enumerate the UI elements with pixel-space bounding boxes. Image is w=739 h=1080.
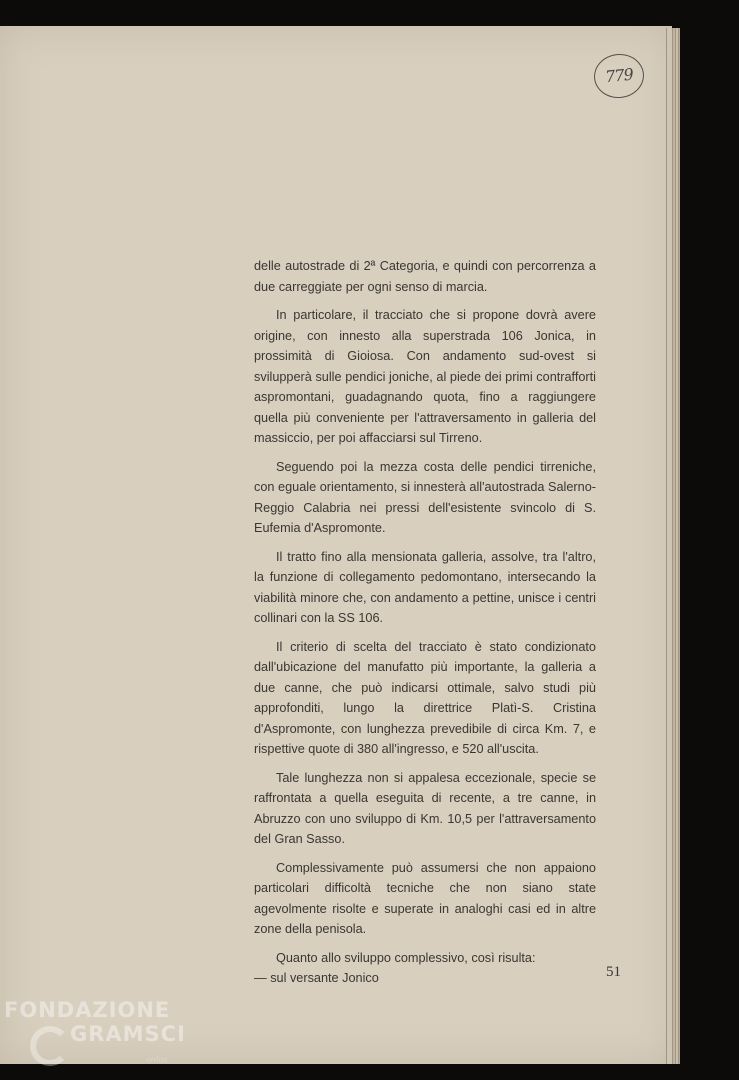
paragraph: Complessivamente può assumersi che non appaiono particolari difficoltà tecniche che non siano state agevolmente risolte e superate in analoghi casi ed in altre zone della penisola.: [254, 860, 596, 936]
paragraph: Il tratto fino alla mensionata galleria, assolve, tra l'altro, la funzione di collegamento pedomontano, intersecando la viabilità minore che, con andamento a pettine, unisce i centri collinari con la SS 106.: [254, 549, 596, 625]
watermark-line: GRAMSCI: [70, 1022, 186, 1046]
page-number: 51: [606, 964, 621, 980]
book-spine: [680, 20, 720, 1065]
paragraph: — sul versante Jonico: [254, 971, 379, 985]
paragraph: Tale lunghezza non si appalesa eccezionale, specie se raffrontata a quella eseguita di recente, a tre canne, in Abruzzo con uno sviluppo di Km. 10,5 per l'attraversamento del Gran Sasso.: [254, 770, 596, 846]
handwritten-page-number: 779: [592, 52, 646, 101]
body-text: [254, 256, 596, 997]
paragraph: In particolare, il tracciato che si propone dovrà avere origine, con innesto alla superstrada 106 Jonica, in prossimità di Gioiosa. Con andamento sud-ovest si svilupperà sulle pendici joniche, al piede dei primi contrafforti aspromontani, guadagnando quota, fino a raggiungere quella più conveniente per l'attraversamento in galleria del massiccio, per poi affacciarsi sul Tirreno.: [254, 308, 596, 445]
watermark-line: onlus: [146, 1055, 168, 1064]
watermark: [4, 998, 186, 1064]
paragraph: delle autostrade di 2ª Categoria, e quindi con percorrenza a due carreggiate per ogni senso di marcia.: [254, 259, 596, 294]
paragraph: Seguendo poi la mezza costa delle pendici tirreniche, con eguale orientamento, si innesterà all'autostrada Salerno-Reggio Calabria nei pressi dell'esistente svincolo di S. Eufemia d'Aspromonte.: [254, 459, 596, 535]
watermark-line: FONDAZIONE: [4, 998, 171, 1022]
paragraph: Il criterio di scelta del tracciato è stato condizionato dall'ubicazione del manufatto più importante, la galleria a due canne, che può indicarsi ottimale, salvo studi più approfonditi, lungo la direttrice Platì-S. Cristina d'Aspromonte, con lunghezza prevedibile di circa Km. 7, e rispettive quote di 380 all'ingresso, e 520 all'uscita.: [254, 639, 596, 756]
paragraph: Quanto allo sviluppo complessivo, così risulta:: [276, 950, 536, 965]
